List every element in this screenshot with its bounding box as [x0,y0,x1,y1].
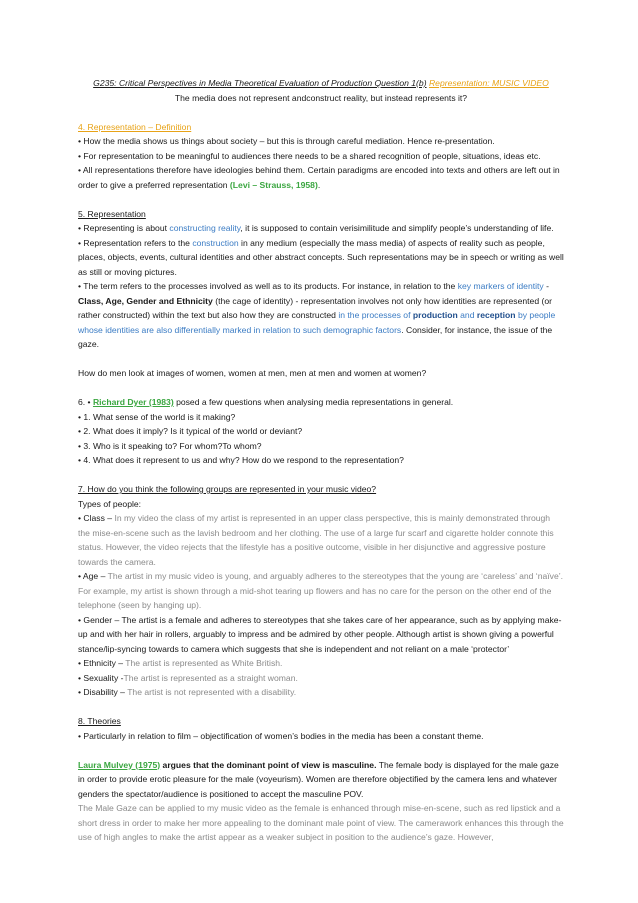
ethnicity-paragraph: • Ethnicity – The artist is represented as White British. [78,658,283,668]
section-4-heading: 4. Representation – Definition [78,121,192,132]
section-5-heading: 5. Representation [78,208,146,219]
section-4-bullet-2: • For representation to be meaningful to audiences there needs to be a shared recognition of people, situations, ideas etc. [78,150,541,161]
section-7-heading: 7. How do you think the following groups are represented in your music video? [78,484,377,494]
gender-paragraph: • Gender – The artist is a female and adheres to stereotypes that she takes care of her appearance, such as by applying make-up and with her hair in rollers, arguably to impress and be admired by other people. Although artist is shown giving a powerful stance/lip-syncing towards to camera which suggests that she is independent and not reliant on a male ‘protector’ [78,614,562,654]
section-5-bullet-3: • The term refers to the processes involved as well as to its products. For instance, in relation to the key markers of identity - Class, Age, Gender and Ethnicity (the cage of identity) - representation involves not only how identities are represented (or rather constructed) within the text but also how they are constructed in the processes of production and reception by people whose identities are also differentially marked in relation to such demographic factors. Consider, for instance, the issue of the gaze. [78,281,556,349]
richard-dyer-citation: Richard Dyer (1983) [92,397,174,407]
dyer-question-3: • 3. Who is it speaking to? For whom?To whom? [78,440,262,451]
section-5-bullet-1: • Representing is about constructing reality, it is supposed to contain verisimilitude and simplify people’s understanding of life. [78,223,554,233]
topic-tag: Representation: MUSIC VIDEO [428,78,549,88]
gaze-question: How do men look at images of women, women at men, men at men and women at women? [78,368,427,378]
dyer-question-1: • 1. What sense of the world is it making? [78,411,236,422]
section-4-bullet-3: • All representations therefore have ideologies behind them. Certain paradigms are encoded into texts and others are left out in order to give a preferred representation (Levi – Strauss, 1958). [78,165,560,190]
section-6-intro: 6. • Richard Dyer (1983) posed a few questions when analysing media representations in general. [78,397,454,407]
types-of-people-label: Types of people: [78,498,142,509]
sexuality-paragraph: • Sexuality -The artist is represented as a straight woman. [78,672,298,683]
dyer-question-4: • 4. What does it represent to us and why? How do we respond to the representation? [78,455,404,465]
levi-strauss-citation: (Levi – Strauss, 1958) [229,179,318,190]
section-8-heading: 8. Theories [78,716,121,726]
essay-question: The media does not represent andconstruct reality, but instead represents it? [174,92,468,103]
class-paragraph: • Class – In my video the class of my artist is represented in an upper class perspective, this is mainly demonstrated through the mise-en-scene such as the lavish bedroom and her clothing. The use of a large fur scarf and cigarette holder connote this status. However, the video rejects that the lifestyle has a positive outcome, visible in her disjunctive and aggressive posture towards the camera. [78,513,554,567]
section-5-bullet-2: • Representation refers to the construction in any medium (especially the mass media) of aspects of reality such as people, places, objects, events, cultural identities and other abstract concepts. Such representations may be in speech or writing as well as still or moving pictures. [78,237,564,277]
age-paragraph: • Age – The artist in my music video is young, and arguably adheres to the stereotypes that the young are ‘careless’ and ‘naïve’. For example, my artist is shown through a mid-shot tearing up flowers and has no care for the person on the other end of the telephone (seen by hanging up). [78,571,564,610]
laura-mulvey-citation: Laura Mulvey (1975) [78,759,161,770]
dyer-question-2: • 2. What does it imply? Is it typical of the world or deviant? [78,426,303,436]
male-gaze-paragraph: The Male Gaze can be applied to my music video as the female is enhanced through mise-en-scene, such as red lipstick and a short dress in order to make her more appealing to the dominant male point of view. The camerawork enhances this through the use of high angles to make the artist appear as a weaker subject in position to the audience’s gaze. However, [78,803,564,842]
module-title: G235: Critical Perspectives in Media Theoretical Evaluation of Production Question 1(b) [93,78,427,88]
section-8-bullet-1: • Particularly in relation to film – objectification of women’s bodies in the media has been a constant theme. [78,730,484,741]
disability-paragraph: • Disability – The artist is not represented with a disability. [78,687,297,697]
document-title [78,76,564,91]
section-4-bullet-1: • How the media shows us things about society – but this is through careful mediation. Hence re-presentation. [78,136,495,146]
mulvey-paragraph: Laura Mulvey (1975) argues that the dominant point of view is masculine. The female body is displayed for the male gaze in order to provide erotic pleasure for the male (voyeurism). Women are therefore objectified by the camera lens and whatever genders the spectator/audience is positioned to accept the masculine POV. [78,759,559,799]
